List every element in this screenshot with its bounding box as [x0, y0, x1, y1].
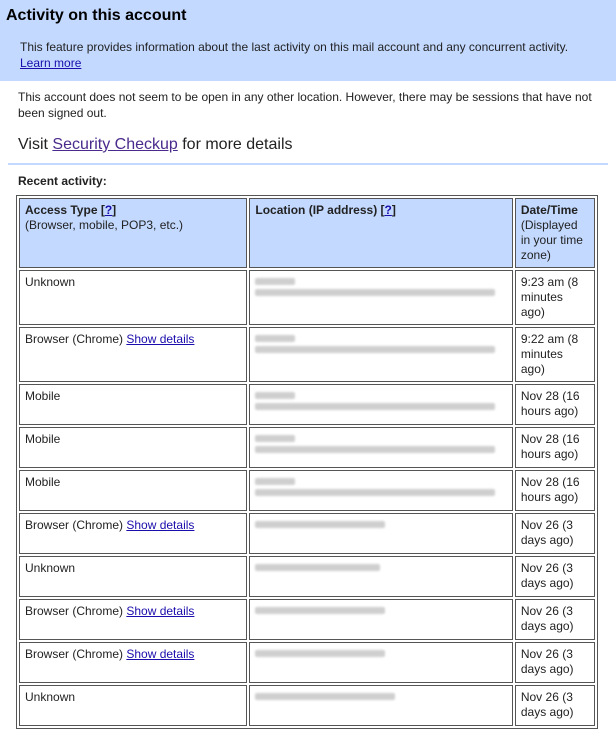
- recent-activity-label: Recent activity:: [18, 174, 107, 188]
- redacted-location: [255, 478, 295, 485]
- access-type-header-close: ]: [112, 203, 117, 217]
- access-type-cell: [19, 642, 247, 683]
- visit-suffix: for more details: [182, 136, 293, 153]
- table-row: [19, 556, 595, 597]
- access-type-value: Browser (Chrome): [25, 647, 124, 661]
- access-type-header-sub: (Browser, mobile, POP3, etc.): [25, 218, 184, 232]
- access-type-value: Mobile: [25, 389, 61, 403]
- table-row: [19, 685, 595, 726]
- access-type-cell: [19, 556, 247, 597]
- datetime-cell: [515, 384, 595, 425]
- redacted-location: [255, 335, 295, 342]
- redacted-location: [255, 446, 495, 453]
- access-type-value: Unknown: [25, 561, 76, 575]
- location-cell: [249, 642, 512, 683]
- show-details-link[interactable]: Show details: [126, 518, 195, 532]
- location-cell: [249, 599, 512, 640]
- redacted-location: [255, 435, 295, 442]
- datetime-cell: [515, 270, 595, 325]
- table-row: [19, 470, 595, 511]
- location-header-label: Location (IP address) [: [255, 203, 385, 217]
- redacted-location: [255, 289, 495, 296]
- access-type-cell: [19, 327, 247, 382]
- table-row: [19, 642, 595, 683]
- redacted-location: [255, 392, 295, 399]
- access-type-header: [19, 198, 247, 268]
- access-type-cell: [19, 599, 247, 640]
- access-type-value: Browser (Chrome): [25, 604, 124, 618]
- access-type-cell: [19, 513, 247, 554]
- access-type-value: Browser (Chrome): [25, 518, 124, 532]
- access-type-value: Mobile: [25, 475, 61, 489]
- datetime-cell: [515, 642, 595, 683]
- datetime-value: Nov 28 (16 hours ago): [520, 389, 580, 418]
- feature-description: [20, 39, 580, 71]
- datetime-value: Nov 26 (3 days ago): [520, 561, 574, 590]
- redacted-location: [255, 346, 495, 353]
- location-header-close: ]: [391, 203, 396, 217]
- redacted-location: [255, 403, 495, 410]
- feature-description-text: This feature provides information about the last activity on this mail account and any concurrent activity.: [20, 40, 569, 54]
- access-type-value: Browser (Chrome): [25, 332, 124, 346]
- page-title: Activity on this account: [6, 7, 187, 24]
- location-cell: [249, 270, 512, 325]
- location-cell: [249, 327, 512, 382]
- datetime-cell: [515, 513, 595, 554]
- activity-table: [16, 195, 598, 729]
- table-row: [19, 270, 595, 325]
- visit-prefix: Visit: [18, 136, 48, 153]
- redacted-location: [255, 693, 395, 700]
- redacted-location: [255, 521, 385, 528]
- table-row: [19, 513, 595, 554]
- datetime-value: 9:23 am (8 minutes ago): [520, 275, 579, 319]
- access-type-cell: [19, 685, 247, 726]
- datetime-header-label: Date/Time: [520, 203, 578, 217]
- location-cell: [249, 685, 512, 726]
- datetime-cell: [515, 599, 595, 640]
- table-row: [19, 384, 595, 425]
- datetime-header: [515, 198, 595, 268]
- datetime-value: Nov 28 (16 hours ago): [520, 475, 580, 504]
- access-type-cell: [19, 470, 247, 511]
- redacted-location: [255, 650, 385, 657]
- access-type-cell: [19, 384, 247, 425]
- datetime-value: 9:22 am (8 minutes ago): [520, 332, 579, 376]
- location-cell: [249, 556, 512, 597]
- redacted-location: [255, 607, 385, 614]
- access-type-value: Unknown: [25, 690, 76, 704]
- location-cell: [249, 384, 512, 425]
- access-type-cell: [19, 270, 247, 325]
- header-banner: [0, 0, 616, 81]
- access-type-value: Unknown: [25, 275, 76, 289]
- show-details-link[interactable]: Show details: [126, 604, 195, 618]
- security-checkup-link[interactable]: Security Checkup: [52, 136, 178, 153]
- datetime-header-sub: (Displayed in your time zone): [520, 218, 583, 262]
- location-header: [249, 198, 512, 268]
- datetime-value: Nov 26 (3 days ago): [520, 647, 574, 676]
- location-cell: [249, 470, 512, 511]
- redacted-location: [255, 489, 495, 496]
- location-cell: [249, 427, 512, 468]
- datetime-value: Nov 26 (3 days ago): [520, 518, 574, 547]
- datetime-cell: [515, 470, 595, 511]
- datetime-cell: [515, 427, 595, 468]
- access-type-value: Mobile: [25, 432, 61, 446]
- datetime-cell: [515, 556, 595, 597]
- access-type-header-label: Access Type [: [25, 203, 105, 217]
- learn-more-link[interactable]: Learn more: [20, 56, 82, 70]
- table-row: [19, 327, 595, 382]
- redacted-location: [255, 564, 380, 571]
- access-type-help-link[interactable]: ?: [104, 203, 113, 217]
- location-help-link[interactable]: ?: [384, 203, 392, 217]
- datetime-value: Nov 26 (3 days ago): [520, 690, 574, 719]
- datetime-cell: [515, 327, 595, 382]
- table-header-row: [19, 198, 595, 268]
- datetime-value: Nov 26 (3 days ago): [520, 604, 574, 633]
- datetime-cell: [515, 685, 595, 726]
- show-details-link[interactable]: Show details: [126, 647, 195, 661]
- datetime-value: Nov 28 (16 hours ago): [520, 432, 580, 461]
- table-row: [19, 427, 595, 468]
- location-cell: [249, 513, 512, 554]
- show-details-link[interactable]: Show details: [126, 332, 195, 346]
- access-type-cell: [19, 427, 247, 468]
- section-divider: [8, 163, 608, 165]
- session-notice: This account does not seem to be open in any other location. However, there may be sessions that have not been signed out.: [18, 90, 592, 120]
- table-row: [19, 599, 595, 640]
- redacted-location: [255, 278, 295, 285]
- security-checkup-line: [18, 135, 616, 155]
